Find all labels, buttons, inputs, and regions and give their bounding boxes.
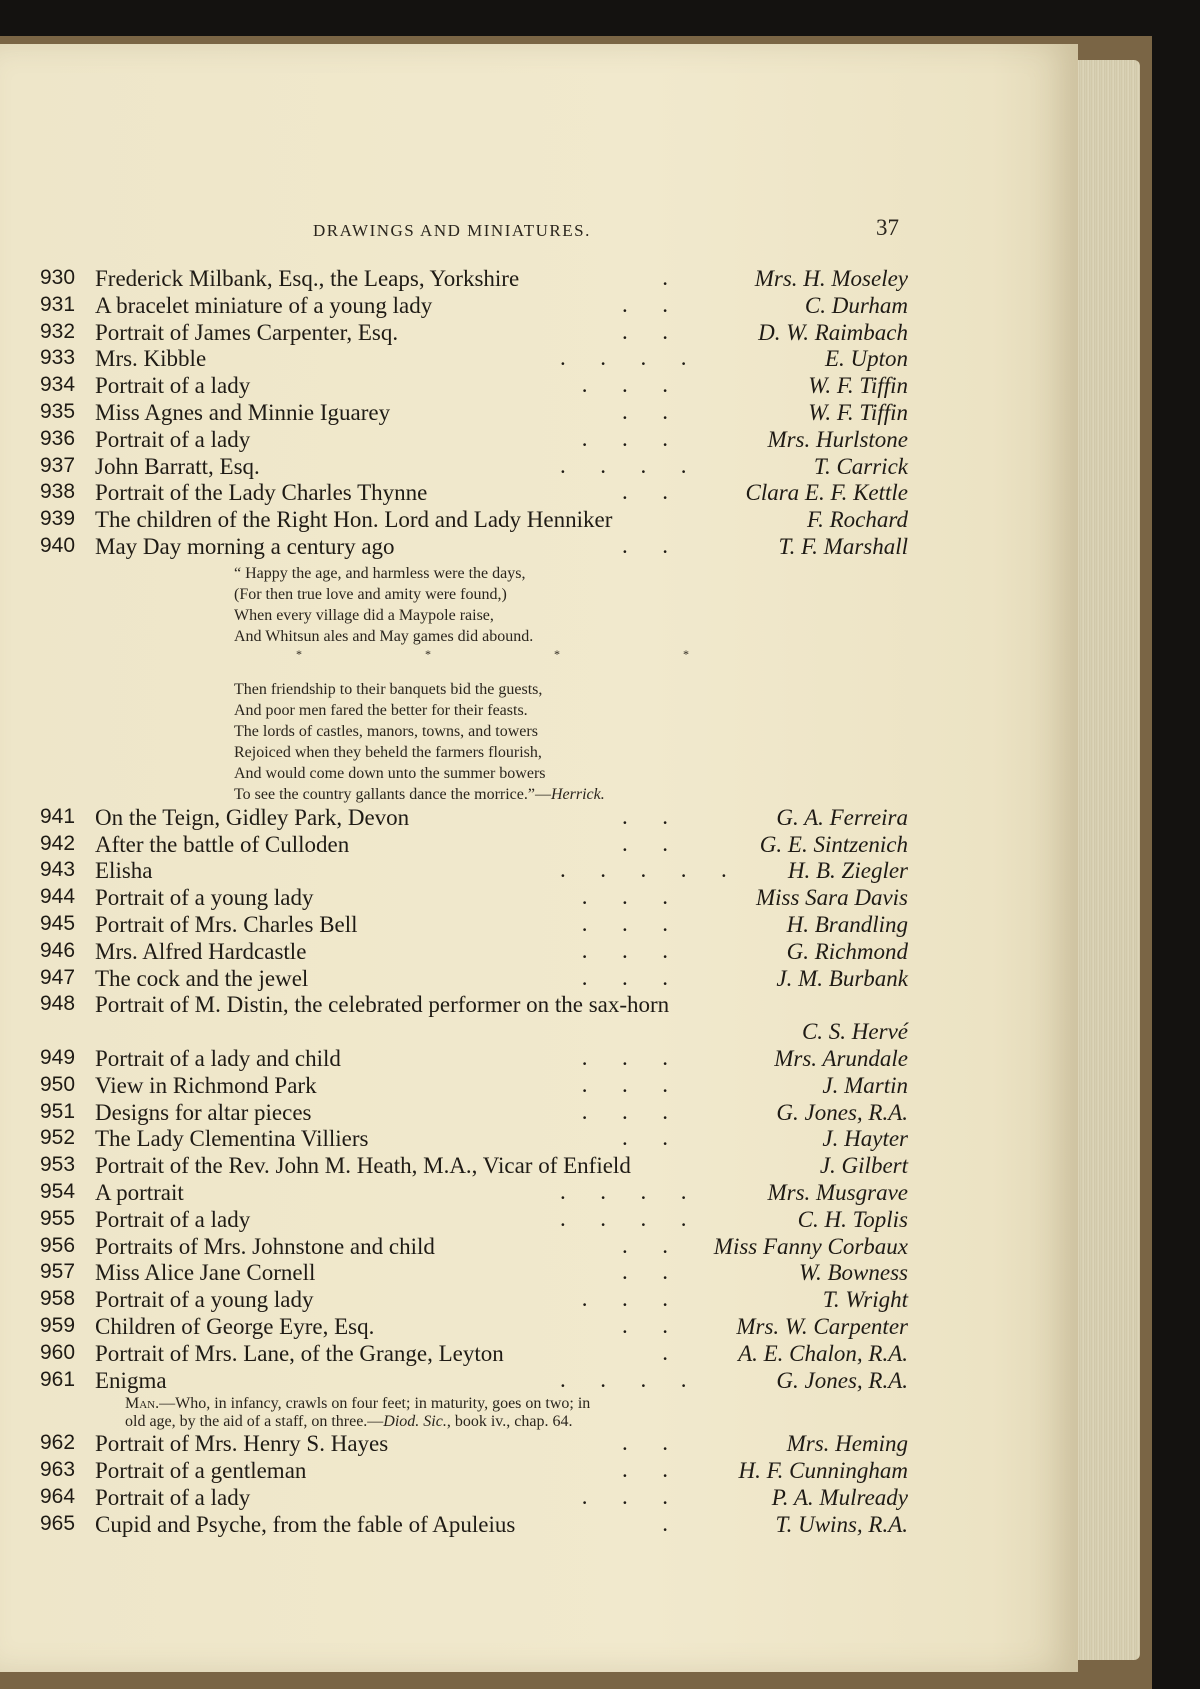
entry-number: 933 — [40, 346, 76, 370]
catalogue-entry — [0, 454, 1000, 481]
page-number: 37 — [876, 215, 899, 240]
entry-artist: W. F. Tiffin — [808, 373, 908, 399]
verse-attribution: Herrick. — [550, 785, 605, 803]
entry-artist: J. Hayter — [822, 1126, 908, 1152]
entry-artist: Miss Sara Davis — [755, 885, 908, 911]
entry-number: 958 — [40, 1287, 76, 1311]
catalogue-entry — [0, 1287, 1000, 1314]
leader-dots: . . . . . — [560, 857, 727, 883]
entry-title: Portrait of the Rev. John M. Heath, M.A., Vicar of Enfield — [95, 1153, 631, 1179]
leader-dots: . . . . — [560, 1205, 687, 1231]
catalogue-entry — [0, 400, 1000, 427]
catalogue-entry — [0, 427, 1000, 454]
entry-number: 947 — [40, 965, 76, 989]
note-text: —Who, in infancy, crawls on four feet; in maturity, goes on two; in — [159, 1395, 591, 1413]
entry-artist: Miss Fanny Corbaux — [713, 1233, 908, 1259]
catalogue-entry — [0, 266, 1000, 293]
catalogue-entry — [0, 1126, 1000, 1153]
entry-title: Portrait of Mrs. Henry S. Hayes — [95, 1431, 389, 1457]
enigma-note — [0, 1395, 1000, 1431]
leader-dots: . . . — [581, 425, 668, 451]
entry-number: 946 — [40, 938, 76, 962]
leader-dots: . — [662, 265, 668, 290]
catalogue-entry — [0, 1260, 1000, 1287]
entry-title: On the Teign, Gidley Park, Devon — [95, 804, 410, 830]
entry-number: 965 — [40, 1511, 76, 1535]
entry-artist: G. A. Ferreira — [776, 804, 908, 830]
entry-number: 952 — [40, 1126, 76, 1150]
entry-artist: H. Brandling — [786, 911, 908, 937]
entry-artist: G. E. Sintzenich — [759, 831, 908, 857]
leader-dots: . . — [622, 1259, 668, 1285]
entry-title: Cupid and Psyche, from the fable of Apuleius — [95, 1511, 516, 1537]
leader-dots: . . . . — [560, 345, 687, 371]
entry-number: 961 — [40, 1367, 76, 1391]
catalogue-entry — [0, 1207, 1000, 1234]
entry-title: Mrs. Kibble — [95, 346, 207, 372]
running-head: DRAWINGS AND MINIATURES. — [313, 221, 591, 240]
entry-title: The Lady Clementina Villiers — [95, 1126, 369, 1152]
leader-dots: . . . — [581, 937, 668, 963]
entry-title: Frederick Milbank, Esq., the Leaps, Yorkshire — [95, 266, 520, 291]
entry-artist: E. Upton — [824, 346, 908, 372]
entry-title: Portrait of a young lady — [95, 885, 314, 911]
catalogue-entry — [0, 1314, 1000, 1341]
entry-artist: P. A. Mulready — [771, 1484, 908, 1510]
entry-title: Portrait of the Lady Charles Thynne — [95, 480, 428, 506]
entry-title: Portrait of a gentleman — [95, 1458, 307, 1484]
entry-artist: J. Martin — [822, 1072, 908, 1098]
entry-title: Designs for altar pieces — [95, 1099, 312, 1125]
catalogue-entries — [0, 266, 1000, 1538]
leader-dots: . . — [622, 318, 668, 344]
entry-title: Miss Agnes and Minnie Iguarey — [95, 399, 391, 425]
catalogue-entry — [0, 1100, 1000, 1127]
leader-dots: . . . . — [560, 452, 687, 478]
entry-title: Enigma — [95, 1367, 167, 1393]
entry-title: Portrait of a lady — [95, 1206, 251, 1232]
entry-artist: H. B. Ziegler — [787, 858, 908, 884]
entry-artist: J. Gilbert — [819, 1153, 908, 1179]
entry-artist: Mrs. Heming — [786, 1431, 908, 1457]
entry-948-artist-row — [0, 1019, 1000, 1046]
note-line — [125, 1395, 1000, 1413]
entry-artist: G. Jones, R.A. — [776, 1367, 908, 1393]
catalogue-entry — [0, 1180, 1000, 1207]
entry-number: 940 — [40, 533, 76, 557]
entry-artist: C. H. Toplis — [797, 1206, 908, 1232]
entry-number: 948 — [40, 992, 76, 1016]
catalogue-entry — [0, 1485, 1000, 1512]
entry-number: 957 — [40, 1260, 76, 1284]
entry-number: 937 — [40, 453, 76, 477]
entry-title: The children of the Right Hon. Lord and Lady Henniker — [95, 507, 613, 533]
entry-artist: Mrs. Hurlstone — [767, 426, 908, 452]
verse-line: And poor men fared the better for their feasts. — [234, 701, 528, 719]
leader-dots: . . — [622, 1312, 668, 1338]
leader-dots: . . . — [581, 884, 668, 910]
entry-title: Portrait of a lady and child — [95, 1045, 341, 1071]
catalogue-entry — [0, 992, 1000, 1019]
entry-artist: T. Uwins, R.A. — [775, 1511, 908, 1537]
catalogue-entry — [0, 858, 1000, 885]
entry-number: 962 — [40, 1431, 76, 1455]
entry-number: 954 — [40, 1179, 76, 1203]
entry-artist: C. S. Hervé — [801, 1019, 908, 1045]
entry-title: View in Richmond Park — [95, 1072, 317, 1098]
entry-title: Portrait of James Carpenter, Esq. — [95, 319, 399, 345]
leader-dots: . . — [622, 1430, 668, 1456]
entry-artist: D. W. Raimbach — [758, 319, 908, 345]
leader-dots: . . . — [581, 1044, 668, 1070]
catalogue-entry — [0, 1046, 1000, 1073]
verse-quote — [0, 563, 1000, 805]
entry-artist: H. F. Cunningham — [738, 1458, 908, 1484]
entry-artist: Clara E. F. Kettle — [745, 480, 908, 506]
entry-artist: T. Wright — [822, 1287, 908, 1313]
leader-dots: . — [662, 1510, 668, 1536]
entry-number: 960 — [40, 1340, 76, 1364]
note-text: , book iv., chap. 64. — [446, 1413, 573, 1431]
entry-artist: F. Rochard — [807, 507, 908, 533]
entry-number: 959 — [40, 1313, 76, 1337]
entry-artist: T. F. Marshall — [778, 533, 908, 559]
leader-dots: . . — [622, 830, 668, 856]
entry-number: 930 — [40, 266, 76, 289]
entry-artist: W. Bowness — [798, 1260, 908, 1286]
leader-dots: . . — [622, 1232, 668, 1258]
entry-title: Miss Alice Jane Cornell — [95, 1260, 316, 1286]
leader-dots: . . — [622, 532, 668, 558]
entry-title: Portrait of Mrs. Charles Bell — [95, 911, 358, 937]
verse-line: Rejoiced when they beheld the farmers flourish, — [234, 743, 542, 761]
entry-title: Portrait of a lady — [95, 373, 251, 399]
leader-dots: . . — [622, 398, 668, 424]
entry-title: A bracelet miniature of a young lady — [95, 292, 433, 318]
leader-dots: . . . — [581, 372, 668, 398]
note-text: old age, by the aid of a staff, on three.— — [125, 1413, 384, 1431]
note-label: Man. — [125, 1395, 160, 1413]
entry-title: Portrait of a lady — [95, 426, 251, 452]
catalogue-entry — [0, 320, 1000, 347]
leader-dots: . . — [622, 1125, 668, 1151]
entry-artist: G. Richmond — [786, 938, 908, 964]
catalogue-entry — [0, 912, 1000, 939]
entry-number: 932 — [40, 319, 76, 343]
entry-artist: J. M. Burbank — [776, 965, 908, 991]
entry-artist: Mrs. W. Carpenter — [736, 1313, 908, 1339]
leader-dots: . . . — [581, 1286, 668, 1312]
entry-title: Portraits of Mrs. Johnstone and child — [95, 1233, 435, 1259]
leader-dots: . . . — [581, 910, 668, 936]
entry-artist: T. Carrick — [813, 453, 908, 479]
catalogue-entry — [0, 534, 1000, 561]
entry-artist: G. Jones, R.A. — [776, 1099, 908, 1125]
entry-artist: Mrs. Arundale — [774, 1045, 908, 1071]
entry-group-941-948 — [0, 805, 1000, 1019]
leader-dots: . . — [622, 803, 668, 829]
entry-number: 939 — [40, 507, 76, 531]
verse-line: Then friendship to their banquets bid the guests, — [234, 680, 543, 698]
leader-dots: . . — [622, 479, 668, 505]
entry-title: Mrs. Alfred Hardcastle — [95, 938, 307, 964]
entry-number: 949 — [40, 1045, 76, 1069]
entry-title: Portrait of M. Distin, the celebrated performer on the sax-horn — [95, 992, 670, 1018]
verse-line: “ Happy the age, and harmless were the days, — [234, 564, 526, 582]
entry-number: 938 — [40, 480, 76, 504]
verse-line: The lords of castles, manors, towns, and towers — [234, 722, 538, 740]
verse-line-text: To see the country gallants dance the morrice.”— — [234, 785, 551, 803]
entry-number: 935 — [40, 399, 76, 423]
entry-title: Children of George Eyre, Esq. — [95, 1313, 375, 1339]
entry-artist: W. F. Tiffin — [808, 399, 908, 425]
entry-artist: Mrs. H. Moseley — [754, 266, 908, 291]
leader-dots: . . . . — [560, 1366, 687, 1392]
catalogue-entry — [0, 480, 1000, 507]
verse-last-line — [234, 784, 1000, 805]
verse-line: And would come down unto the summer bowers — [234, 764, 546, 782]
catalogue-entry — [0, 1153, 1000, 1180]
catalogue-entry — [0, 1368, 1000, 1395]
catalogue-entry — [0, 1073, 1000, 1100]
note-source: Diod. Sic. — [383, 1413, 447, 1431]
entry-number: 942 — [40, 831, 76, 855]
entry-number: 944 — [40, 885, 76, 909]
entry-number: 931 — [40, 292, 76, 316]
entry-number: 943 — [40, 858, 76, 882]
catalogue-entry — [0, 293, 1000, 320]
entry-number: 956 — [40, 1233, 76, 1257]
entry-number: 950 — [40, 1072, 76, 1096]
leader-dots: . . . . — [560, 1178, 687, 1204]
catalogue-entry — [0, 885, 1000, 912]
entry-title: May Day morning a century ago — [95, 533, 395, 559]
entry-number: 964 — [40, 1484, 76, 1508]
leader-dots: . — [662, 1339, 668, 1365]
entry-group-930-940 — [0, 266, 1000, 561]
entry-number: 936 — [40, 426, 76, 450]
catalogue-entry — [0, 1431, 1000, 1458]
catalogue-entry — [0, 1341, 1000, 1368]
leader-dots: . . . — [581, 964, 668, 990]
entry-number: 934 — [40, 373, 76, 397]
entry-artist: Mrs. Musgrave — [767, 1179, 908, 1205]
page-header — [0, 215, 1000, 249]
entry-artist: A. E. Chalon, R.A. — [738, 1340, 908, 1366]
leader-dots: . . . — [581, 1098, 668, 1124]
verse-line: And Whitsun ales and May games did abound. — [234, 627, 534, 645]
entry-title: Elisha — [95, 858, 153, 884]
verse-line: (For then true love and amity were found,) — [234, 585, 507, 603]
note-line — [125, 1413, 1000, 1431]
verse-separator: * * * * — [296, 646, 749, 661]
entry-title: Portrait of Mrs. Lane, of the Grange, Leyton — [95, 1340, 504, 1366]
entry-number: 951 — [40, 1099, 76, 1123]
verse-line: When every village did a Maypole raise, — [234, 606, 494, 624]
catalogue-entry — [0, 1234, 1000, 1261]
leader-dots: . . — [622, 291, 668, 317]
catalogue-entry — [0, 1512, 1000, 1539]
entry-title: A portrait — [95, 1179, 184, 1205]
entry-title: After the battle of Culloden — [95, 831, 350, 857]
entry-group-962-965 — [0, 1431, 1000, 1538]
entry-number: 955 — [40, 1206, 76, 1230]
book-page — [0, 44, 1078, 1672]
catalogue-entry — [0, 939, 1000, 966]
entry-title: Portrait of a lady — [95, 1484, 251, 1510]
leader-dots: . . . — [581, 1483, 668, 1509]
leader-dots: . . — [622, 1457, 668, 1483]
entry-artist: C. Durham — [804, 292, 908, 318]
entry-number: 963 — [40, 1458, 76, 1482]
entry-title: John Barratt, Esq. — [95, 453, 260, 479]
entry-number: 945 — [40, 911, 76, 935]
entry-group-949-961 — [0, 1046, 1000, 1394]
catalogue-entry — [0, 1458, 1000, 1485]
leader-dots: . . . — [581, 1071, 668, 1097]
entry-number: 953 — [40, 1153, 76, 1177]
catalogue-entry — [0, 373, 1000, 400]
entry-number: 941 — [40, 804, 76, 828]
entry-title: Portrait of a young lady — [95, 1287, 314, 1313]
catalogue-entry — [0, 507, 1000, 534]
catalogue-entry — [0, 966, 1000, 993]
entry-title: The cock and the jewel — [95, 965, 309, 991]
catalogue-entry — [0, 805, 1000, 832]
catalogue-entry — [0, 346, 1000, 373]
catalogue-entry — [0, 832, 1000, 859]
